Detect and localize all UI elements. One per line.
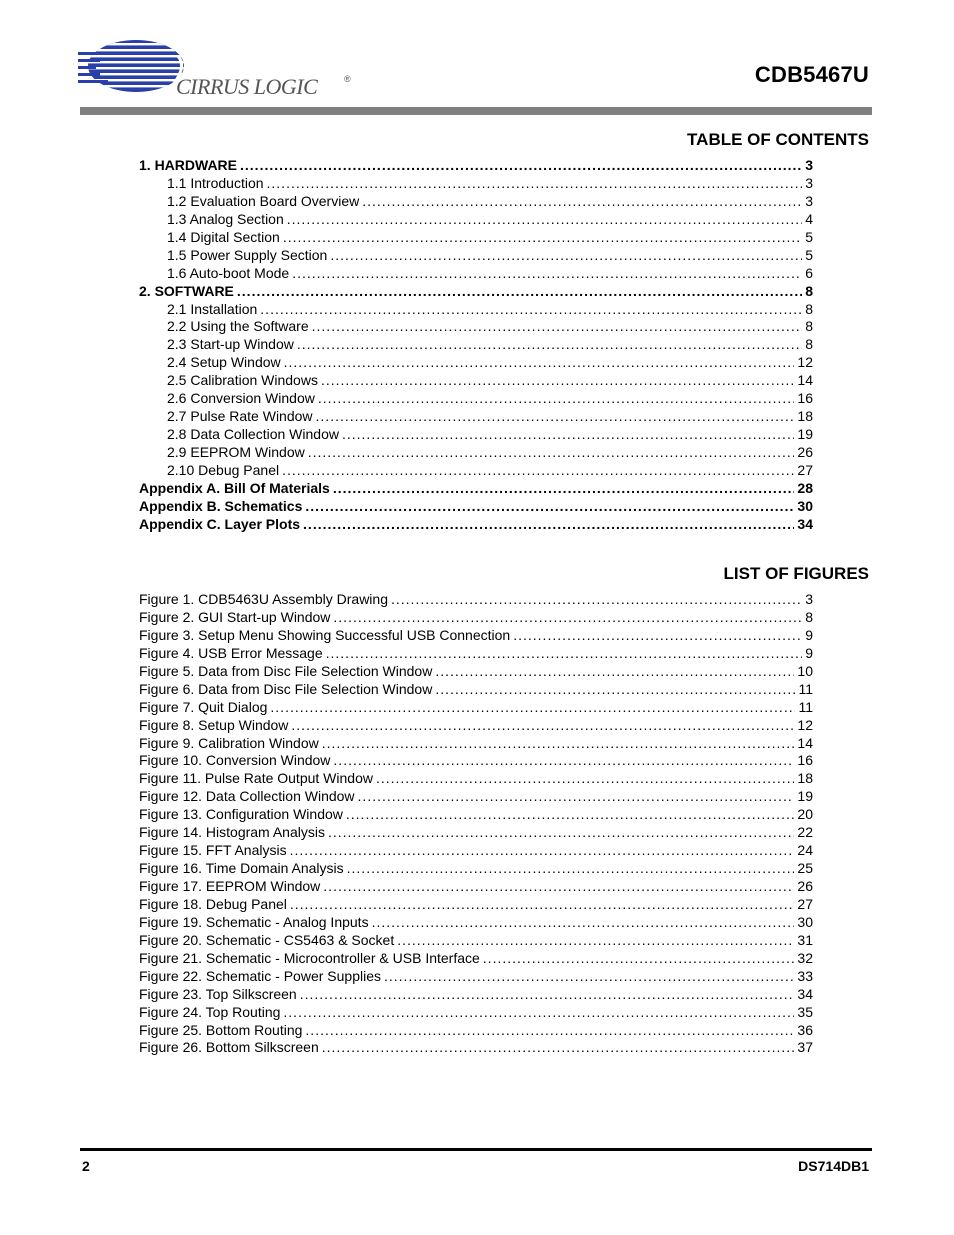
- toc-entry-page: 26: [797, 444, 813, 460]
- figure-entry-title: Figure 11. Pulse Rate Output Window: [139, 770, 373, 787]
- toc-entry-title: Appendix A. Bill Of Materials: [139, 479, 330, 496]
- figure-entry-page: 18: [797, 770, 813, 787]
- dot-leader: [513, 627, 802, 643]
- toc-entry[interactable]: [139, 193, 813, 211]
- figure-entry-title: Figure 6. Data from Disc File Selection Window: [139, 680, 433, 697]
- figure-entry-page: 27: [797, 895, 813, 912]
- toc-entry-page: 5: [805, 228, 813, 245]
- toc-entry-title: Appendix B. Schematics: [139, 497, 303, 514]
- dot-leader: [397, 932, 794, 948]
- toc-entry[interactable]: [139, 157, 813, 175]
- dot-leader: [333, 480, 795, 496]
- figure-entry-page: 19: [797, 788, 813, 805]
- figure-entry-title: Figure 17. EEPROM Window: [139, 878, 321, 894]
- figure-entry-title: Figure 8. Setup Window: [139, 716, 289, 733]
- dot-leader: [291, 717, 794, 733]
- toc-entry-page: 28: [797, 479, 813, 496]
- figure-entry[interactable]: [139, 824, 813, 842]
- dot-leader: [290, 896, 795, 912]
- figure-entry-page: 11: [798, 698, 813, 715]
- dot-leader: [290, 842, 795, 858]
- figure-entry[interactable]: [139, 1022, 813, 1040]
- figure-entry-page: 14: [797, 734, 813, 751]
- toc-entry[interactable]: [139, 175, 813, 193]
- dot-leader: [283, 1004, 794, 1020]
- figure-entry-title: Figure 12. Data Collection Window: [139, 788, 355, 805]
- dot-leader: [305, 498, 794, 514]
- toc-entry-page: 3: [805, 174, 813, 191]
- dot-leader: [333, 609, 802, 625]
- figure-entry-page: 30: [797, 913, 813, 930]
- figure-entry-title: Figure 2. GUI Start-up Window: [139, 608, 331, 625]
- dot-leader: [284, 354, 795, 370]
- dot-leader: [321, 372, 794, 388]
- toc-entry-title: 2.4 Setup Window: [167, 354, 281, 371]
- figure-entry-title: Figure 15. FFT Analysis: [139, 842, 287, 859]
- figure-entry[interactable]: [139, 699, 813, 717]
- figure-entry[interactable]: [139, 1039, 813, 1057]
- toc-entry-page: 8: [805, 336, 813, 353]
- dot-leader: [391, 591, 802, 607]
- dot-leader: [318, 390, 795, 406]
- toc-entry-title: 1.4 Digital Section: [167, 228, 280, 245]
- dot-leader: [267, 175, 803, 191]
- toc-entry-title: 2.1 Installation: [167, 300, 258, 317]
- figure-entry-title: Figure 23. Top Silkscreen: [139, 985, 297, 1002]
- figure-entry[interactable]: [139, 788, 813, 806]
- figure-entry-page: 35: [797, 1003, 813, 1020]
- cirrus-logic-logo: [78, 38, 358, 102]
- figure-entry-title: Figure 25. Bottom Routing: [139, 1021, 303, 1038]
- toc-entry[interactable]: [139, 426, 813, 444]
- logo-text: CIRRUS LOGIC: [176, 74, 318, 99]
- toc-entry-title: 1.3 Analog Section: [167, 210, 284, 227]
- toc-entry-page: 6: [805, 264, 813, 281]
- dot-leader: [483, 950, 795, 966]
- registered-mark: ®: [344, 74, 351, 84]
- toc-list: [139, 157, 813, 534]
- dot-leader: [292, 265, 802, 281]
- toc-entry-page: 12: [797, 354, 813, 371]
- figure-entry[interactable]: [139, 950, 813, 968]
- figure-entry[interactable]: [139, 932, 813, 950]
- toc-entry-title: 2.10 Debug Panel: [167, 461, 280, 478]
- dot-leader: [376, 770, 794, 786]
- figure-entry[interactable]: [139, 1004, 813, 1022]
- figure-entry-title: Figure 5. Data from Disc File Selection Window: [139, 662, 433, 679]
- figure-entry-page: 16: [797, 752, 813, 769]
- toc-entry-title: 2.9 EEPROM Window: [167, 444, 305, 460]
- figure-entry[interactable]: [139, 914, 813, 932]
- figure-entry[interactable]: [139, 860, 813, 878]
- figure-entry[interactable]: [139, 627, 813, 645]
- figure-entry-page: 25: [797, 860, 813, 877]
- toc-entry[interactable]: [139, 318, 813, 336]
- toc-entry[interactable]: [139, 301, 813, 319]
- dot-leader: [316, 408, 795, 424]
- figure-entry-title: Figure 13. Configuration Window: [139, 806, 343, 823]
- toc-heading: TABLE OF CONTENTS: [687, 130, 869, 149]
- dot-leader: [283, 229, 802, 245]
- figure-entry-page: 36: [797, 1021, 813, 1038]
- dot-leader: [237, 283, 802, 299]
- toc-entry-page: 30: [797, 497, 813, 514]
- toc-entry-page: 3: [805, 192, 813, 209]
- figure-entry-page: 20: [797, 806, 813, 823]
- dot-leader: [342, 426, 794, 442]
- toc-entry-page: 14: [797, 372, 813, 389]
- dot-leader: [300, 986, 795, 1002]
- dot-leader: [240, 157, 802, 173]
- figure-entry[interactable]: [139, 609, 813, 627]
- toc-entry[interactable]: [139, 283, 813, 301]
- figures-heading: LIST OF FIGURES: [723, 564, 869, 583]
- figure-entry[interactable]: [139, 735, 813, 753]
- toc-entry-title: 2. SOFTWARE: [139, 282, 234, 299]
- figure-entry-page: 32: [797, 949, 813, 966]
- dot-leader: [287, 211, 802, 227]
- toc-entry-title: 1.1 Introduction: [167, 174, 264, 191]
- toc-entry-page: 3: [805, 157, 813, 173]
- figure-entry[interactable]: [139, 591, 813, 609]
- toc-entry[interactable]: [139, 247, 813, 265]
- dot-leader: [297, 336, 802, 352]
- figure-entry-page: 33: [797, 967, 813, 984]
- toc-entry-page: 8: [805, 318, 813, 335]
- figure-entry-title: Figure 21. Schematic - Microcontroller & USB Interface: [139, 949, 480, 966]
- toc-entry-page: 8: [805, 300, 813, 317]
- toc-entry-page: 5: [805, 246, 813, 263]
- toc-entry-title: 2.8 Data Collection Window: [167, 426, 339, 443]
- figure-entry-page: 34: [797, 985, 813, 1002]
- figure-entry-page: 11: [798, 680, 813, 697]
- figure-entry[interactable]: [139, 806, 813, 824]
- dot-leader: [303, 516, 794, 532]
- toc-entry[interactable]: [139, 498, 813, 516]
- toc-entry[interactable]: [139, 516, 813, 534]
- figure-entry-page: 9: [805, 626, 813, 643]
- figure-entry-page: 3: [805, 591, 813, 607]
- figure-entry-title: Figure 10. Conversion Window: [139, 752, 331, 769]
- figure-entry-title: Figure 16. Time Domain Analysis: [139, 860, 344, 877]
- dot-leader: [372, 914, 795, 930]
- toc-entry-title: 2.6 Conversion Window: [167, 390, 315, 407]
- toc-entry-title: 2.2 Using the Software: [167, 318, 309, 335]
- dot-leader: [282, 462, 794, 478]
- dot-leader: [362, 193, 802, 209]
- figure-entry-title: Figure 14. Histogram Analysis: [139, 824, 325, 841]
- toc-entry-page: 16: [797, 390, 813, 407]
- figure-entry[interactable]: [139, 681, 813, 699]
- dot-leader: [435, 663, 794, 679]
- figures-list: [139, 591, 813, 1057]
- figure-entry-page: 22: [797, 824, 813, 841]
- figure-entry[interactable]: [139, 968, 813, 986]
- dot-leader: [308, 444, 795, 460]
- dot-leader: [330, 247, 802, 263]
- figure-entry[interactable]: [139, 770, 813, 788]
- toc-entry-title: 2.3 Start-up Window: [167, 336, 294, 353]
- document-title: CDB5467U: [754, 62, 869, 87]
- dot-leader: [326, 645, 803, 661]
- toc-entry-title: 1.2 Evaluation Board Overview: [167, 192, 360, 209]
- dot-leader: [322, 1039, 795, 1055]
- toc-entry-title: 1. HARDWARE: [139, 157, 238, 173]
- toc-entry-page: 27: [797, 461, 813, 478]
- figure-entry[interactable]: [139, 878, 813, 896]
- figure-entry-page: 9: [805, 644, 813, 661]
- toc-entry-title: 2.7 Pulse Rate Window: [167, 408, 313, 425]
- document-code: DS714DB1: [798, 1158, 869, 1174]
- toc-entry[interactable]: [139, 372, 813, 390]
- figure-entry-title: Figure 18. Debug Panel: [139, 895, 287, 912]
- toc-entry-title: 1.5 Power Supply Section: [167, 246, 328, 263]
- page-number: 2: [82, 1158, 90, 1174]
- toc-entry[interactable]: [139, 265, 813, 283]
- figure-entry-title: Figure 4. USB Error Message: [139, 644, 323, 661]
- dot-leader: [322, 735, 795, 751]
- figure-entry-page: 31: [797, 931, 813, 948]
- figure-entry-title: Figure 19. Schematic - Analog Inputs: [139, 913, 369, 930]
- toc-entry[interactable]: [139, 336, 813, 354]
- figure-entry-title: Figure 7. Quit Dialog: [139, 698, 268, 715]
- toc-entry[interactable]: [139, 354, 813, 372]
- figure-entry-title: Figure 22. Schematic - Power Supplies: [139, 967, 381, 984]
- figure-entry[interactable]: [139, 986, 813, 1004]
- dot-leader: [333, 752, 794, 768]
- figure-entry-title: Figure 20. Schematic - CS5463 & Socket: [139, 931, 395, 948]
- toc-entry-page: 4: [805, 210, 813, 227]
- dot-leader: [305, 1022, 794, 1038]
- figure-entry-page: 37: [797, 1039, 813, 1056]
- figure-entry-title: Figure 9. Calibration Window: [139, 734, 319, 751]
- figure-entry-page: 10: [797, 662, 813, 679]
- figure-entry[interactable]: [139, 896, 813, 914]
- figure-entry-page: 26: [797, 878, 813, 894]
- dot-leader: [347, 860, 795, 876]
- figure-entry-page: 24: [797, 842, 813, 859]
- figure-entry[interactable]: [139, 842, 813, 860]
- figure-entry-title: Figure 1. CDB5463U Assembly Drawing: [139, 591, 388, 607]
- figure-entry[interactable]: [139, 645, 813, 663]
- footer-rule: [80, 1148, 872, 1151]
- dot-leader: [358, 788, 795, 804]
- toc-entry-page: 8: [805, 282, 813, 299]
- header-rule: [80, 107, 872, 115]
- figure-entry-title: Figure 3. Setup Menu Showing Successful USB Connection: [139, 626, 511, 643]
- toc-entry[interactable]: [139, 211, 813, 229]
- toc-entry-page: 34: [797, 515, 813, 532]
- toc-entry-title: 1.6 Auto-boot Mode: [167, 264, 290, 281]
- toc-entry[interactable]: [139, 462, 813, 480]
- figure-entry-page: 12: [797, 716, 813, 733]
- toc-entry-title: 2.5 Calibration Windows: [167, 372, 318, 389]
- toc-entry-page: 19: [797, 426, 813, 443]
- toc-entry-page: 18: [797, 408, 813, 425]
- dot-leader: [260, 301, 802, 317]
- dot-leader: [312, 318, 803, 334]
- dot-leader: [435, 681, 795, 697]
- toc-entry[interactable]: [139, 408, 813, 426]
- figure-entry[interactable]: [139, 717, 813, 735]
- toc-entry-title: Appendix C. Layer Plots: [139, 515, 301, 532]
- figure-entry[interactable]: [139, 752, 813, 770]
- dot-leader: [270, 699, 795, 715]
- toc-entry[interactable]: [139, 390, 813, 408]
- toc-entry[interactable]: [139, 480, 813, 498]
- figure-entry-title: Figure 24. Top Routing: [139, 1003, 281, 1020]
- figure-entry[interactable]: [139, 663, 813, 681]
- toc-entry[interactable]: [139, 444, 813, 462]
- dot-leader: [384, 968, 794, 984]
- dot-leader: [346, 806, 795, 822]
- dot-leader: [328, 824, 794, 840]
- toc-entry[interactable]: [139, 229, 813, 247]
- figure-entry-page: 8: [805, 608, 813, 625]
- figure-entry-title: Figure 26. Bottom Silkscreen: [139, 1039, 319, 1056]
- dot-leader: [323, 878, 794, 894]
